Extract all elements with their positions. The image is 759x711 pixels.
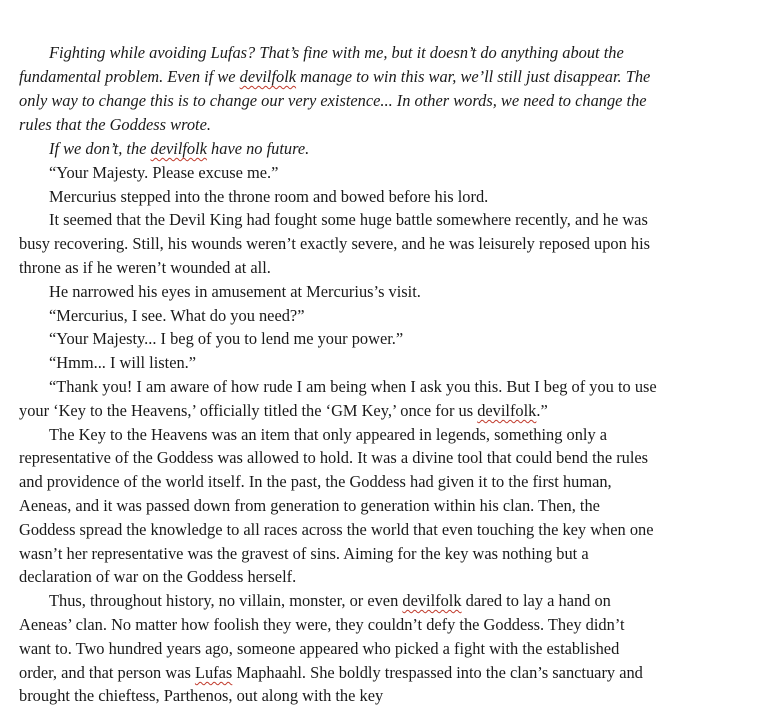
misspelled-word[interactable]: devilfolk [150, 139, 207, 158]
paragraph-line: “Thank you! I am aware of how rude I am being when I ask you this. But I beg of you to use [49, 377, 657, 396]
text-run: Thus, throughout history, no villain, monster, or even [49, 591, 403, 610]
paragraph-line [19, 67, 650, 87]
text-run: Maphaahl. She boldly trespassed into the clan’s sanctuary and [232, 663, 643, 682]
paragraph-line [19, 401, 548, 421]
paragraph-line: Fighting while avoiding Lufas? That’s fine with me, but it doesn’t do anything about the [49, 43, 624, 62]
paragraph-line: and providence of the world itself. In the past, the Goddess had given it to the first human, [19, 472, 612, 491]
paragraph-line: declaration of war on the Goddess herself. [19, 567, 297, 586]
misspelled-word[interactable]: devilfolk [239, 67, 297, 86]
paragraph-line: busy recovering. Still, his wounds weren’t exactly severe, and he was leisurely reposed upon his [19, 234, 651, 253]
paragraph-line: “Hmm... I will listen.” [49, 353, 197, 372]
text-run: your ‘Key to the Heavens,’ officially titled the ‘GM Key,’ once for us [19, 401, 478, 420]
misspelled-word[interactable]: Lufas [194, 663, 233, 682]
paragraph-line [49, 139, 309, 159]
paragraph-line: Goddess spread the knowledge to all races across the world that even touching the key when one [19, 520, 654, 539]
text-run: fundamental problem. Even if we [19, 67, 240, 86]
misspelled-word[interactable]: devilfolk [402, 591, 462, 610]
paragraph-line: “Your Majesty... I beg of you to lend me your power.” [49, 329, 404, 348]
paragraph-line: representative of the Goddess was allowed to hold. It was a divine tool that could bend the rules [19, 448, 649, 467]
misspelled-word[interactable]: devilfolk [477, 401, 537, 420]
paragraph-line: Aeneas’ clan. No matter how foolish they were, they couldn’t defy the Goddess. They didn’t [19, 615, 625, 634]
text-run: .” [536, 401, 548, 420]
paragraph-line: want to. Two hundred years ago, someone appeared who picked a fight with the established [19, 639, 620, 658]
paragraph-line [19, 663, 643, 683]
paragraph-line: throne as if he weren’t wounded at all. [19, 258, 271, 277]
text-run: dared to lay a hand on [461, 591, 611, 610]
text-run: have no future. [206, 139, 310, 158]
paragraph-line: Aeneas, and it was passed down from generation to generation within his clan. Then, the [19, 496, 600, 515]
paragraph-line: The Key to the Heavens was an item that only appeared in legends, something only a [49, 425, 608, 444]
paragraph-line: wasn’t her representative was the gravest of sins. Aiming for the key was nothing but a [19, 544, 589, 563]
paragraph-line: Mercurius stepped into the throne room and bowed before his lord. [49, 187, 489, 206]
paragraph-line: rules that the Goddess wrote. [19, 115, 211, 134]
text-run: If we don’t, the [49, 139, 151, 158]
paragraph-line: “Your Majesty. Please excuse me.” [49, 163, 279, 182]
paragraph-line: “Mercurius, I see. What do you need?” [49, 306, 305, 325]
paragraph-line [49, 591, 611, 611]
paragraph-line: brought the chieftess, Parthenos, out along with the key [19, 686, 384, 705]
text-run: order, and that person was [19, 663, 195, 682]
paragraph-line: He narrowed his eyes in amusement at Mercurius’s visit. [49, 282, 421, 301]
text-run: manage to win this war, we’ll still just disappear. The [296, 67, 651, 86]
paragraph-line: It seemed that the Devil King had fought some huge battle somewhere recently, and he was [49, 210, 648, 229]
paragraph-line: only way to change this is to change our very existence... In other words, we need to change the [19, 91, 647, 110]
